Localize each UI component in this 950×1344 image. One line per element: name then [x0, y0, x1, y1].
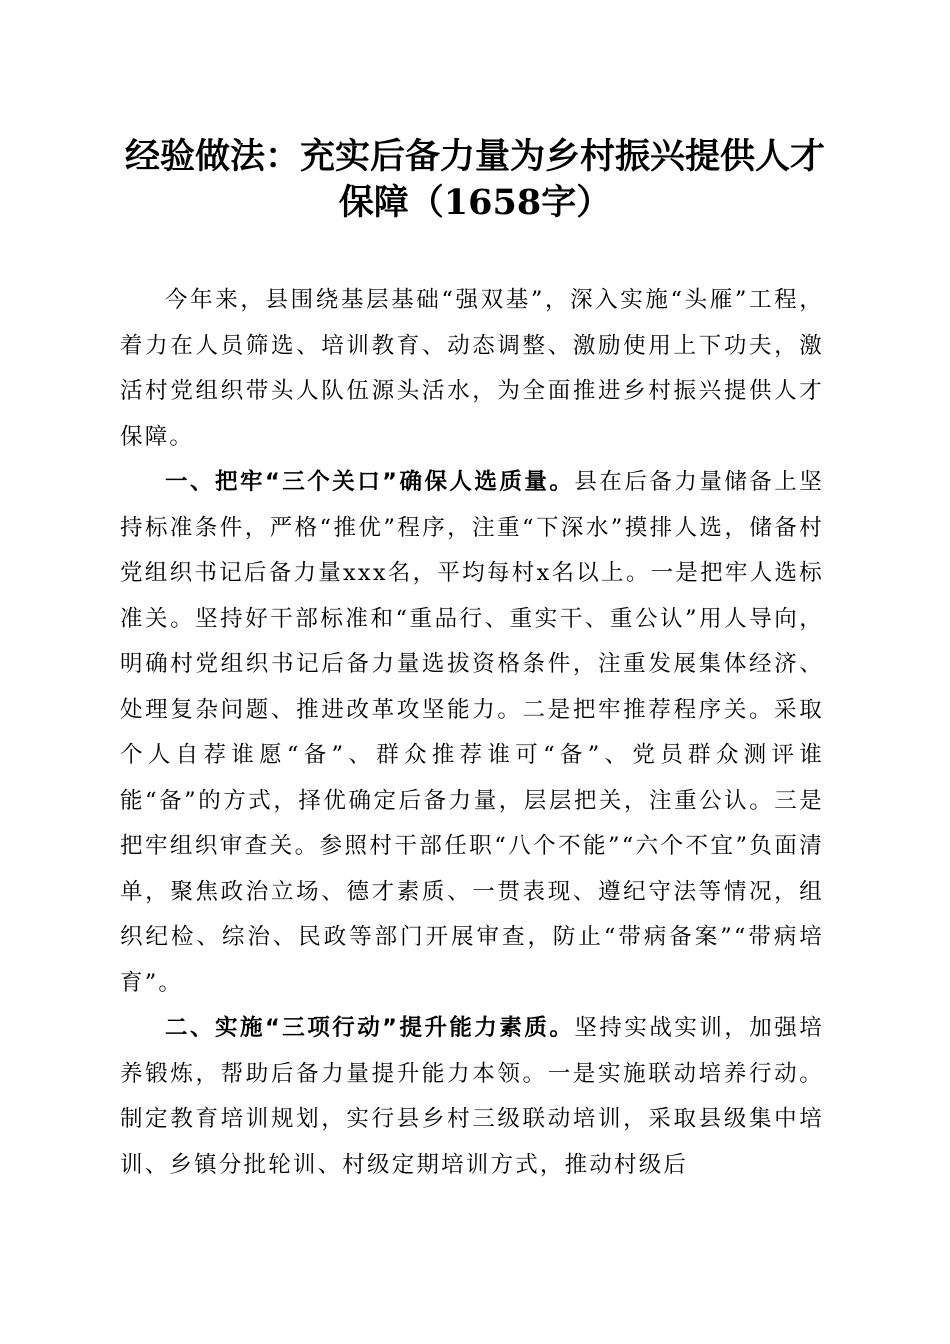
title-line-1: 经验做法：充实后备力量为乡村振兴提供人才 — [124, 136, 825, 177]
document-title — [110, 134, 840, 226]
paragraph-section-2 — [120, 1006, 824, 1188]
paragraph-text: 今年来，县围绕基层基础“强双基”，深入实施“头雁”工程，着力在人员筛选、培训教育、动态调整、激励使用上下功夫，激活村党组织带头人队伍源头活水，为全面推进乡村振兴提供人才保障。 — [120, 287, 824, 450]
paragraph-section-1 — [120, 460, 824, 1006]
paragraph-text: 县在后备力量储备上坚持标准条件，严格“推优”程序，注重“下深水”摸排人选，储备村党组织书记后备力量xxx名，平均每村x名以上。一是把牢人选标准关。坚持好干部标准和“重品行、重实干、重公认”用人导向，明确村党组织书记后备力量选拔资格条件，注重发展集体经济、处理复杂问题、推进改革攻坚能力。二是把牢推荐程序关。采取个人自荐谁愿“备”、群众推荐谁可“备”、党员群众测评谁能“备”的方式，择优确定后备力量，层层把关，注重公认。三是把牢组织审查关。参照村干部任职“八个不能”“六个不宜”负面清单，聚焦政治立场、德才素质、一贯表现、遵纪守法等情况，组织纪检、综治、民政等部门开展审查，防止“带病备案”“带病培育”。 — [120, 469, 824, 996]
paragraph-intro — [120, 278, 824, 460]
title-line-2: 保障（1658字） — [338, 182, 612, 223]
section-heading: 一、把牢“三个关口”确保人选质量。 — [165, 469, 575, 495]
section-heading: 二、实施“三项行动”提升能力素质。 — [165, 1015, 575, 1041]
document-body — [120, 278, 824, 1188]
paragraph-text: 坚持实战实训，加强培养锻炼，帮助后备力量提升能力本领。一是实施联动培养行动。制定教育培训规划，实行县乡村三级联动培训，采取县级集中培训、乡镇分批轮训、村级定期培训方式，推动村级后 — [120, 1015, 824, 1178]
